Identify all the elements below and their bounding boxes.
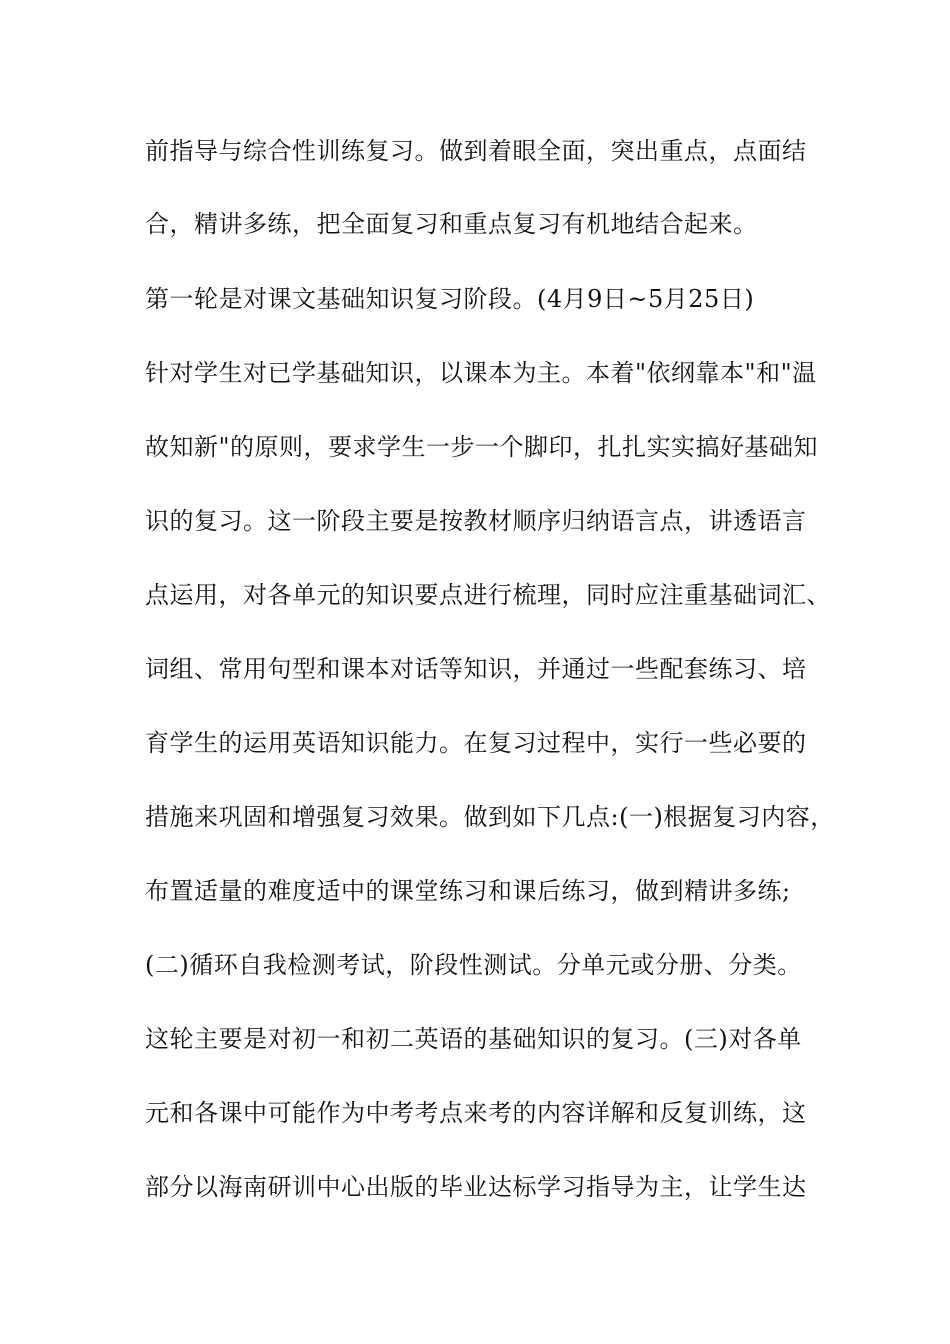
text-line: 词组、常用句型和课本对话等知识，并通过一些配套练习、培 <box>145 655 807 683</box>
text-line: 点运用，对各单元的知识要点进行梳理，同时应注重基础词汇、 <box>145 581 831 609</box>
text-line: 元和各课中可能作为中考考点来考的内容详解和反复训练，这 <box>145 1099 807 1127</box>
text-line: 这轮主要是对初一和初二英语的基础知识的复习。(三)对各单 <box>145 1025 802 1053</box>
text-line: 部分以海南研训中心出版的毕业达标学习指导为主，让学生达 <box>145 1173 807 1201</box>
text-line: 育学生的运用英语知识能力。在复习过程中，实行一些必要的 <box>145 729 807 757</box>
text-line: 针对学生对已学基础知识，以课本为主。本着"依纲靠本"和"温 <box>145 359 817 387</box>
text-line: 布置适量的难度适中的课堂练习和课后练习，做到精讲多练; <box>145 877 791 905</box>
text-line: 措施来巩固和增强复习效果。做到如下几点:(一)根据复习内容， <box>145 803 835 831</box>
section-heading-line: 第一轮是对课文基础知识复习阶段。(4月9日~5月25日) <box>145 285 755 313</box>
text-line: 前指导与综合性训练复习。做到着眼全面，突出重点，点面结 <box>145 137 807 165</box>
text-line: 故知新"的原则，要求学生一步一个脚印，扎扎实实搞好基础知 <box>145 433 819 461</box>
text-line: 识的复习。这一阶段主要是按教材顺序归纳语言点，讲透语言 <box>145 507 807 535</box>
text-line: 合，精讲多练，把全面复习和重点复习有机地结合起来。 <box>145 210 758 238</box>
text-line: (二)循环自我检测考试，阶段性测试。分单元或分册、分类。 <box>145 951 802 979</box>
